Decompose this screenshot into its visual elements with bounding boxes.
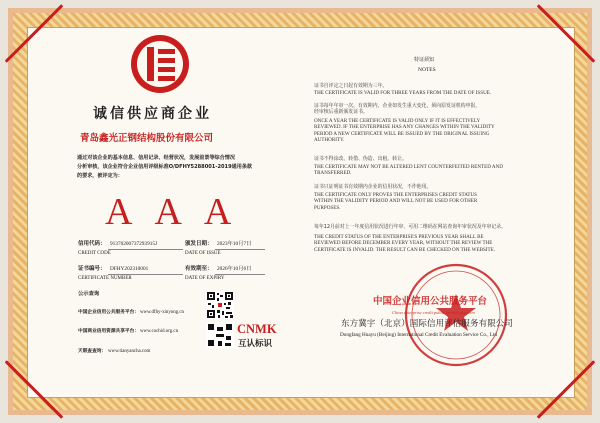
notes-line: PERIOD A NEW CERTIFICATE WILL BE ISSUED BY THE ORIGINAL ISSUING <box>314 130 490 137</box>
notes-paragraph-5-cn <box>314 224 506 230</box>
certificate-number-label-en: CERTIFICATE NUMBER <box>78 276 132 281</box>
issuer-seal-subtitle: China enterprise credit public service platform <box>392 310 475 315</box>
cnmk-mark-icon <box>206 322 234 348</box>
credit-code-label-en: CREDIT CODE <box>78 251 111 256</box>
notes-line: TRANSFERRED. <box>314 170 352 177</box>
notes-line: 证书自评定之日起有效期为三年。 <box>314 83 388 89</box>
notes-line: 每年12月前对上一年度信用状况进行年审，可用二维码在网站查询年审状况及年审记录。 <box>314 224 507 230</box>
evaluation-text-line-3: 的要求，被评定为： <box>77 173 123 179</box>
evaluation-text-line-1: 通过对该企业的基本信息、信用记录、经营状况，发展前景等综合情况 <box>77 155 235 161</box>
query-url-1[interactable]: www.dfhy-xinyong.cn <box>140 310 184 315</box>
notes-line: ONCE A YEAR THE CERTIFICATE IS VALID ONLY IF IT IS EFFECTIVELY <box>314 118 481 124</box>
certificate-number-label: 证书编号： <box>78 266 106 272</box>
notes-line: 证书不得涂改、转借、伪造、出租、转让。 <box>314 156 407 162</box>
date-of-issue-value: 2023年10月7日 <box>217 241 252 247</box>
issuer-name-en: Dongfang Huayu (Beijing) International Credit Evaluation Service Co., Ltd <box>340 332 498 338</box>
issuer-seal-text: 中国企业信用公共服务平台 <box>373 296 488 307</box>
notes-line: 证书每年年审一次，有效期内，企业如发生重大变化，须向原发证机构申报， <box>314 103 481 109</box>
notes-paragraph-4-cn <box>314 184 431 190</box>
notes-paragraph-2-en <box>314 118 495 143</box>
notes-paragraph-2-cn <box>314 103 480 116</box>
query-platform-label-3: 天眼查查询： <box>78 349 107 354</box>
notes-heading-cn: 特证须知 <box>414 57 435 63</box>
issuer-name-cn: 东方冀宇（北京）国际信用评估服务有限公司 <box>341 319 514 329</box>
notes-line: THE CERTIFICATE ONLY PROVES THE ENTERPRISES CREDIT STATUS <box>314 192 477 198</box>
date-of-expiry-label-en: DATE OF EXPIRY <box>185 276 225 281</box>
notes-line: CERTIFICATE IS INVALID. THE RESULT CAN BE CHECKED ON THE WEBSITE. <box>314 246 495 253</box>
cnmk-mutual-recognition-label: 互认标识 <box>238 339 273 349</box>
notes-paragraph-1-en <box>314 90 491 96</box>
notes-line: 经审核后重新颁发证书。 <box>314 109 368 116</box>
notes-line: PURPOSES. <box>314 204 341 211</box>
evaluation-text-line-2: 分析审核，该企业符合企业信用评级标准O/DFHY5288001-2019通用条款 <box>77 164 253 170</box>
notes-paragraph-3-en <box>314 164 503 177</box>
credit-code-label: 信用代码： <box>78 241 106 247</box>
date-of-expiry-value: 2026年10月6日 <box>217 266 252 272</box>
credit-code-value: 91370200737293915J <box>110 241 158 247</box>
company-name: 青岛鑫光正钢结构股份有限公司 <box>80 133 214 144</box>
query-url-2[interactable]: www.cochid.org.cn <box>140 329 179 334</box>
certificate-title: 诚信供应商企业 <box>93 106 212 122</box>
date-of-issue-label-en: DATE OF ISSUE <box>185 251 221 256</box>
notes-line: WITHIN THE VALIDITY PERIOD AND WILL NOT BE USED FOR OTHER <box>314 198 478 205</box>
notes-paragraph-4-en <box>314 192 477 211</box>
public-query-heading: 公示查询 <box>78 291 100 297</box>
notes-paragraph-5-en <box>314 234 495 253</box>
notes-line: THE CREDIT STATUS OF THE ENTERPRISE'S PREVIOUS YEAR SHALL BE <box>314 234 484 240</box>
date-of-issue-label: 颁发日期： <box>185 241 213 247</box>
qr-code-icon[interactable] <box>206 291 234 319</box>
notes-line: REVIEWED. IF THE ENTERPRISE HAS ANY CHANGES WITHIN THE VALIDITY <box>314 124 495 131</box>
cnmk-logo: CNMK <box>237 322 277 336</box>
notes-heading-en: NOTES <box>418 67 436 73</box>
date-of-expiry-label: 有效期至： <box>185 266 213 272</box>
query-platform-label-2: 中国商业信用资源共享平台： <box>78 329 139 334</box>
notes-line: THE CERTIFICATE IS VALID FOR THREE YEARS FROM THE DATE OF ISSUE. <box>314 90 492 96</box>
notes-line: THE CERTIFICATE MAY NOT BE ALTERED LENT COUNTERFEITED RENTED AND <box>314 164 503 170</box>
query-platform-label-1: 中国企业信用公共服务平台： <box>78 310 139 315</box>
credit-grade: AAA <box>105 191 254 233</box>
certificate-number-value: DFHY202310001 <box>110 266 149 272</box>
notes-line: 证书只证明证书有效期内企业的信用状况，不作他用。 <box>314 184 432 190</box>
notes-paragraph-3-cn <box>314 156 407 162</box>
notes-line: REVIEWED BEFORE DECEMBER EVERY YEAR, WITHOUT THE REVIEW THE <box>314 240 493 247</box>
credit-emblem-icon <box>128 32 192 96</box>
notes-line: AUTHORITY. <box>314 136 345 143</box>
query-url-3[interactable]: www.tianyancha.com <box>108 349 151 354</box>
notes-paragraph-1-cn <box>314 83 387 89</box>
